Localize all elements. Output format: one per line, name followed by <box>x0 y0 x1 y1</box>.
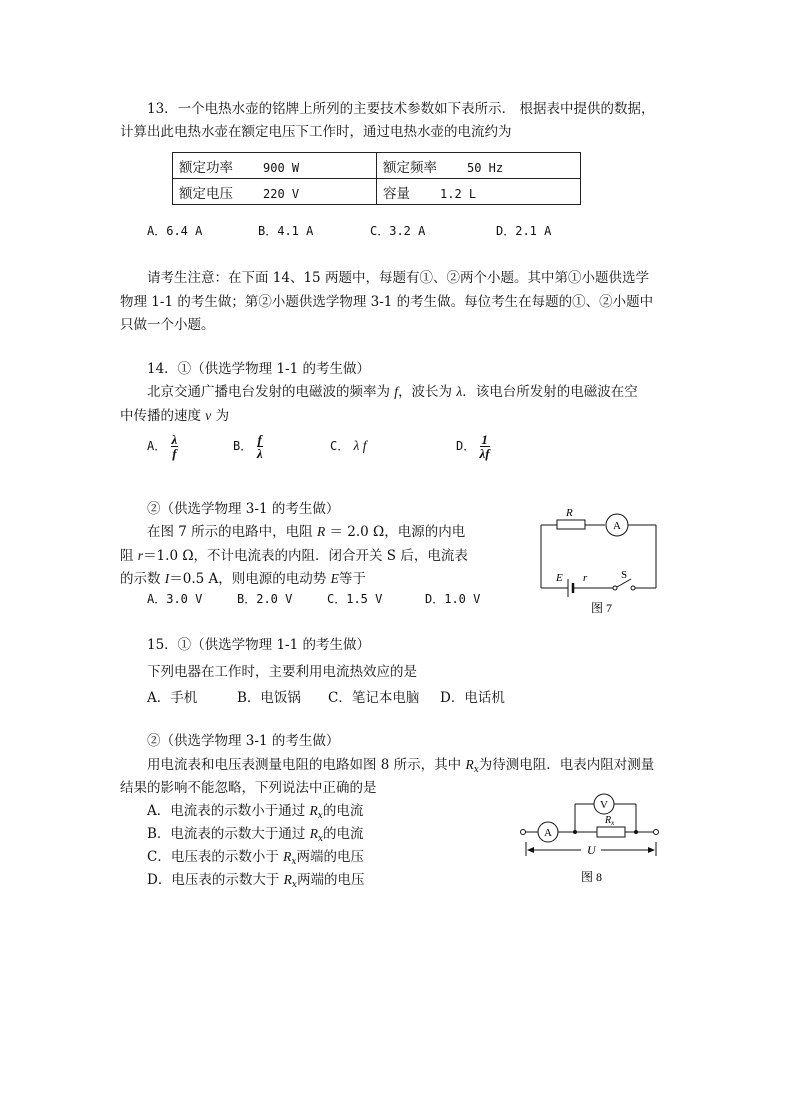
q14-1-option-d <box>456 433 490 460</box>
symbol-R: R <box>316 524 326 539</box>
figure-8-caption: 图 8 <box>581 870 603 884</box>
text-run: 的电流 <box>323 826 364 842</box>
text-run: 北京交通广播电台发射的电磁波的频率为 <box>147 384 395 400</box>
label-V: V <box>600 799 608 811</box>
label-x: x <box>611 819 615 827</box>
text-run: 的示数 <box>120 571 165 587</box>
junction-dot <box>573 830 577 834</box>
text-run: 为 <box>211 408 230 424</box>
q15-1-option-b: B．电饭锅 <box>237 690 301 706</box>
denominator: f <box>172 446 177 461</box>
terminal-left <box>521 830 526 835</box>
cell-value: 220 V <box>263 186 300 201</box>
table-cell <box>173 153 377 179</box>
subscript-x: x <box>291 857 297 867</box>
text-run: A．电流表的示数小于通过 <box>147 803 310 819</box>
fraction <box>480 433 490 460</box>
label-A: A <box>613 520 621 532</box>
q14-1-heading: 14．①（供选学物理 1-1 的考生做） <box>147 361 371 377</box>
q14-2-option-b: B．2.0 V <box>237 592 293 606</box>
option-label: C． <box>330 439 350 453</box>
label-E: E <box>556 572 563 584</box>
q15-2-option-c <box>147 845 364 867</box>
notice-line-1: 请考生注意：在下面 14、15 两题中，每题有①、②两个小题。其中第①小题供选学 <box>147 270 649 286</box>
text-run: B．电流表的示数大于通过 <box>147 826 310 842</box>
text-run: D．电压表的示数大于 <box>147 872 284 888</box>
text-run: 阻 <box>120 548 138 564</box>
text-run: C．电压表的示数小于 <box>147 849 284 865</box>
symbol-r: r <box>137 548 144 563</box>
text-run: 等于 <box>338 571 366 587</box>
terminal-right <box>654 830 659 835</box>
text-run: ＝ 2.0 Ω，电源的内电 <box>325 524 466 540</box>
option-expr: λ f <box>353 438 367 453</box>
q14-2-heading: ②（供选学物理 3-1 的考生做） <box>147 501 340 517</box>
q14-1-line-2 <box>120 404 229 424</box>
resistor-Rx <box>597 827 625 837</box>
subscript-x: x <box>473 765 479 775</box>
option-label: D． <box>456 439 476 453</box>
fraction <box>171 433 179 460</box>
label-R: R <box>566 507 573 519</box>
text-run: ＝0.5 A，则电源的电动势 <box>169 571 331 587</box>
figure-8-circuit <box>519 790 669 886</box>
q14-2-line-1 <box>147 520 465 540</box>
table-cell <box>377 179 581 205</box>
cell-label: 容量 <box>383 185 410 202</box>
symbol-E: E <box>330 571 339 586</box>
label-U: U <box>587 843 596 857</box>
notice-line-3: 只做一个小题。 <box>120 317 215 333</box>
text-run: 为待测电阻．电表内阻对测量 <box>478 757 655 773</box>
q15-2-option-a <box>147 799 363 821</box>
table-row <box>173 153 581 179</box>
table-row <box>173 179 581 205</box>
q14-1-option-c <box>330 437 367 454</box>
q13-option-b: B．4.1 A <box>258 224 314 238</box>
cell-value: 1.2 L <box>440 186 477 201</box>
text-run: 在图 7 所示的电路中，电阻 <box>147 524 317 540</box>
cell-label: 额定功率 <box>179 159 233 176</box>
figure-7-caption: 图 7 <box>591 601 613 615</box>
text-run: 的电流 <box>322 803 364 819</box>
text-run: ＝1.0 Ω，不计电流表的内阻．闭合开关 S 后，电流表 <box>143 548 468 564</box>
option-label: A． <box>147 439 167 453</box>
cell-value: 50 Hz <box>467 160 504 175</box>
q13-option-d: D．2.1 A <box>496 224 552 238</box>
q15-1-option-a: A．手机 <box>147 690 198 706</box>
notice-line-2: 物理 1-1 的考生做；第②小题供选学物理 3-1 的考生做。每位考生在每题的①、②小题中 <box>120 294 654 310</box>
q13-line-1: 13．一个电热水壶的铭牌上所列的主要技术参数如下表所示． 根据表中提供的数据， <box>147 101 655 117</box>
resistor-R <box>557 520 585 529</box>
text-run: 两端的电压 <box>296 872 365 888</box>
q13-option-a: A．6.4 A <box>147 224 203 238</box>
subscript-x: x <box>291 880 297 890</box>
q15-1-line-1: 下列电器在工作时，主要利用电流热效应的是 <box>147 664 417 680</box>
label-R: R <box>605 815 612 826</box>
fraction <box>257 433 263 460</box>
numerator: λ <box>171 432 178 447</box>
q15-2-option-d <box>147 868 364 890</box>
q14-1-option-a <box>147 433 178 460</box>
q15-2-heading: ②（供选学物理 3-1 的考生做） <box>147 733 340 749</box>
q15-2-line-2: 结果的影响不能忽略，下列说法中正确的是 <box>120 780 377 796</box>
q14-2-option-a: A．3.0 V <box>147 592 203 606</box>
q14-1-line-1 <box>147 380 638 400</box>
switch-terminal <box>613 586 617 590</box>
label-A: A <box>544 827 552 839</box>
text-run: ，波长为 <box>398 384 457 400</box>
table-cell <box>377 153 581 179</box>
junction-dot <box>634 830 638 834</box>
symbol-f: f <box>394 384 399 399</box>
symbol-v: v <box>205 408 212 423</box>
q13-option-c: C．3.2 A <box>370 224 426 238</box>
symbol-R: R <box>309 826 318 841</box>
symbol-R: R <box>283 849 292 864</box>
symbol-R: R <box>465 757 474 772</box>
q14-2-line-2 <box>120 544 468 564</box>
q15-1-heading: 15．①（供选学物理 1-1 的考生做） <box>147 637 371 653</box>
numerator: f <box>257 432 262 447</box>
symbol-lambda: λ <box>456 384 463 399</box>
text-run: 用电流表和电压表测量电阻的电路如图 8 所示，其中 <box>147 757 466 773</box>
cell-label: 额定频率 <box>383 159 437 176</box>
q15-2-option-b <box>147 822 364 844</box>
symbol-R: R <box>309 803 318 818</box>
numerator: 1 <box>481 432 488 447</box>
subscript-x: x <box>317 811 323 821</box>
text-run: 中传播的速度 <box>120 408 206 424</box>
figure-7-circuit <box>535 505 665 617</box>
text-run: ．该电台所发射的电磁波在空 <box>462 384 638 400</box>
q13-line-2: 计算出此电热水壶在额定电压下工作时，通过电热水壶的电流约为 <box>120 124 512 140</box>
label-S: S <box>621 569 628 581</box>
q14-2-option-c: C．1.5 V <box>327 592 383 606</box>
cell-label: 额定电压 <box>179 185 233 202</box>
table-cell <box>173 179 377 205</box>
q15-1-option-c: C．笔记本电脑 <box>328 690 420 706</box>
symbol-R: R <box>283 872 292 887</box>
q14-2-option-d: D．1.0 V <box>425 592 481 606</box>
text-run: 两端的电压 <box>296 849 364 865</box>
arrow-right <box>648 847 655 853</box>
cell-value: 900 W <box>263 160 300 175</box>
switch-terminal <box>631 586 635 590</box>
label-Rx <box>604 815 615 827</box>
denominator: λf <box>479 446 490 461</box>
q14-1-option-b <box>233 433 263 460</box>
arrow-left <box>527 847 534 853</box>
symbol-I: I <box>164 571 170 586</box>
q15-2-line-1 <box>147 753 654 775</box>
label-r: r <box>583 572 588 584</box>
spec-table <box>172 152 581 205</box>
option-label: B． <box>233 439 253 453</box>
subscript-x: x <box>317 834 324 844</box>
q15-1-option-d: D．电话机 <box>440 690 505 706</box>
q14-2-line-3 <box>120 567 366 587</box>
denominator: λ <box>256 446 263 461</box>
